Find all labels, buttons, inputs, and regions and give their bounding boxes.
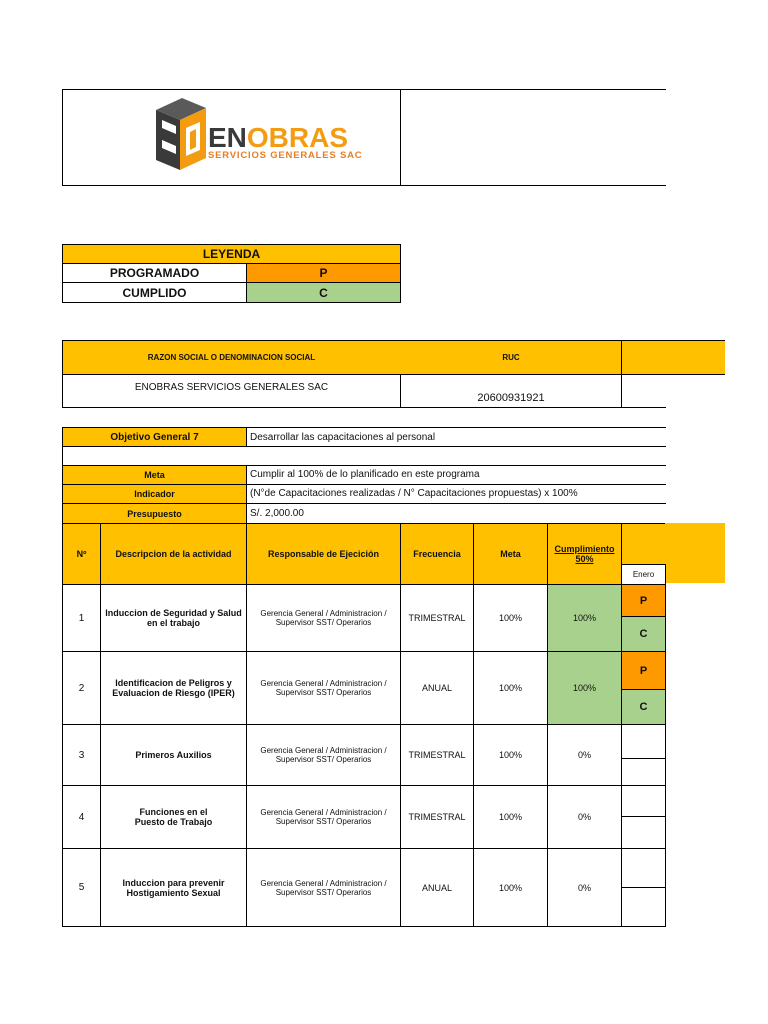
presupuesto-value: S/. 2,000.00 [246, 503, 666, 524]
row3-cumplido-cell [621, 758, 666, 786]
row5-desc: Induccion para prevenir Hostigamiento Sexual [100, 848, 247, 927]
col-header-freq: Frecuencia [400, 523, 474, 585]
ruc-extra-cell [621, 374, 666, 408]
header-right-box [400, 89, 666, 186]
row4-programado-cell [621, 785, 666, 817]
row2-cumplido-cell: C [621, 689, 666, 725]
legend-code-cumplido: C [246, 282, 401, 303]
row5-cumplimiento: 0% [547, 848, 622, 927]
row4-meta: 100% [473, 785, 548, 849]
col-header-desc: Descripcion de la actividad [100, 523, 247, 585]
row2-desc: Identificacion de Peligros y Evaluacion de Riesgo (IPER) [100, 651, 247, 725]
ruc-value: 20600931921 [400, 374, 622, 408]
company-logo-tagline: SERVICIOS GENERALES SAC [208, 150, 363, 161]
row4-desc: Funciones en el Puesto de Trabajo [100, 785, 247, 849]
row5-cumplido-cell [621, 887, 666, 927]
row2-programado-cell: P [621, 651, 666, 690]
row1-freq: TRIMESTRAL [400, 584, 474, 652]
row1-programado-cell: P [621, 584, 666, 617]
row1-desc: Induccion de Seguridad y Salud en el trabajo [100, 584, 247, 652]
row5-no: 5 [62, 848, 101, 927]
legend-label-programado: PROGRAMADO [62, 263, 247, 283]
col-header-month: Enero [621, 564, 666, 585]
row1-cumplido-cell: C [621, 616, 666, 652]
row3-freq: TRIMESTRAL [400, 724, 474, 786]
objective-spacer-row [62, 446, 666, 466]
legend-title: LEYENDA [62, 244, 401, 264]
row2-meta: 100% [473, 651, 548, 725]
col-header-cumplimiento: Cumplimiento 50% [547, 523, 622, 585]
presupuesto-label: Presupuesto [62, 503, 247, 524]
row5-resp: Gerencia General / Administracion / Supervisor SST/ Operarios [246, 848, 401, 927]
legend-label-cumplido: CUMPLIDO [62, 282, 247, 303]
col-header-extension [665, 523, 725, 583]
company-name-header: RAZON SOCIAL O DENOMINACION SOCIAL [62, 340, 401, 375]
company-name-value: ENOBRAS SERVICIOS GENERALES SAC [62, 374, 401, 408]
ruc-header: RUC [400, 340, 622, 375]
row4-cumplimiento: 0% [547, 785, 622, 849]
row3-resp: Gerencia General / Administracion / Supervisor SST/ Operarios [246, 724, 401, 786]
company-logo-icon [152, 96, 210, 174]
meta-value: Cumplir al 100% de lo planificado en este programa [246, 465, 666, 485]
col-header-resp: Responsable de Ejecición [246, 523, 401, 585]
company-logo-name: ENOBRAS [208, 122, 349, 153]
row2-cumplimiento: 100% [547, 651, 622, 725]
row1-cumplimiento: 100% [547, 584, 622, 652]
objective-label: Objetivo General 7 [62, 427, 247, 447]
row2-resp: Gerencia General / Administracion / Supervisor SST/ Operarios [246, 651, 401, 725]
col-header-month-group [621, 523, 666, 565]
row5-freq: ANUAL [400, 848, 474, 927]
indicador-label: Indicador [62, 484, 247, 504]
row4-cumplido-cell [621, 816, 666, 849]
legend-code-programado: P [246, 263, 401, 283]
row4-freq: TRIMESTRAL [400, 785, 474, 849]
row2-freq: ANUAL [400, 651, 474, 725]
meta-label: Meta [62, 465, 247, 485]
row1-meta: 100% [473, 584, 548, 652]
row3-desc: Primeros Auxilios [100, 724, 247, 786]
row5-meta: 100% [473, 848, 548, 927]
company-header-extension [621, 340, 725, 375]
indicador-value: (N°de Capacitaciones realizadas / N° Capacitaciones propuestas) x 100% [246, 484, 666, 504]
objective-value: Desarrollar las capacitaciones al personal [246, 427, 666, 447]
row3-no: 3 [62, 724, 101, 786]
row1-resp: Gerencia General / Administracion / Supervisor SST/ Operarios [246, 584, 401, 652]
row2-no: 2 [62, 651, 101, 725]
row4-no: 4 [62, 785, 101, 849]
row4-resp: Gerencia General / Administracion / Supervisor SST/ Operarios [246, 785, 401, 849]
col-header-meta: Meta [473, 523, 548, 585]
row1-no: 1 [62, 584, 101, 652]
row3-meta: 100% [473, 724, 548, 786]
row3-programado-cell [621, 724, 666, 759]
row5-programado-cell [621, 848, 666, 888]
row3-cumplimiento: 0% [547, 724, 622, 786]
col-header-no: Nº [62, 523, 101, 585]
